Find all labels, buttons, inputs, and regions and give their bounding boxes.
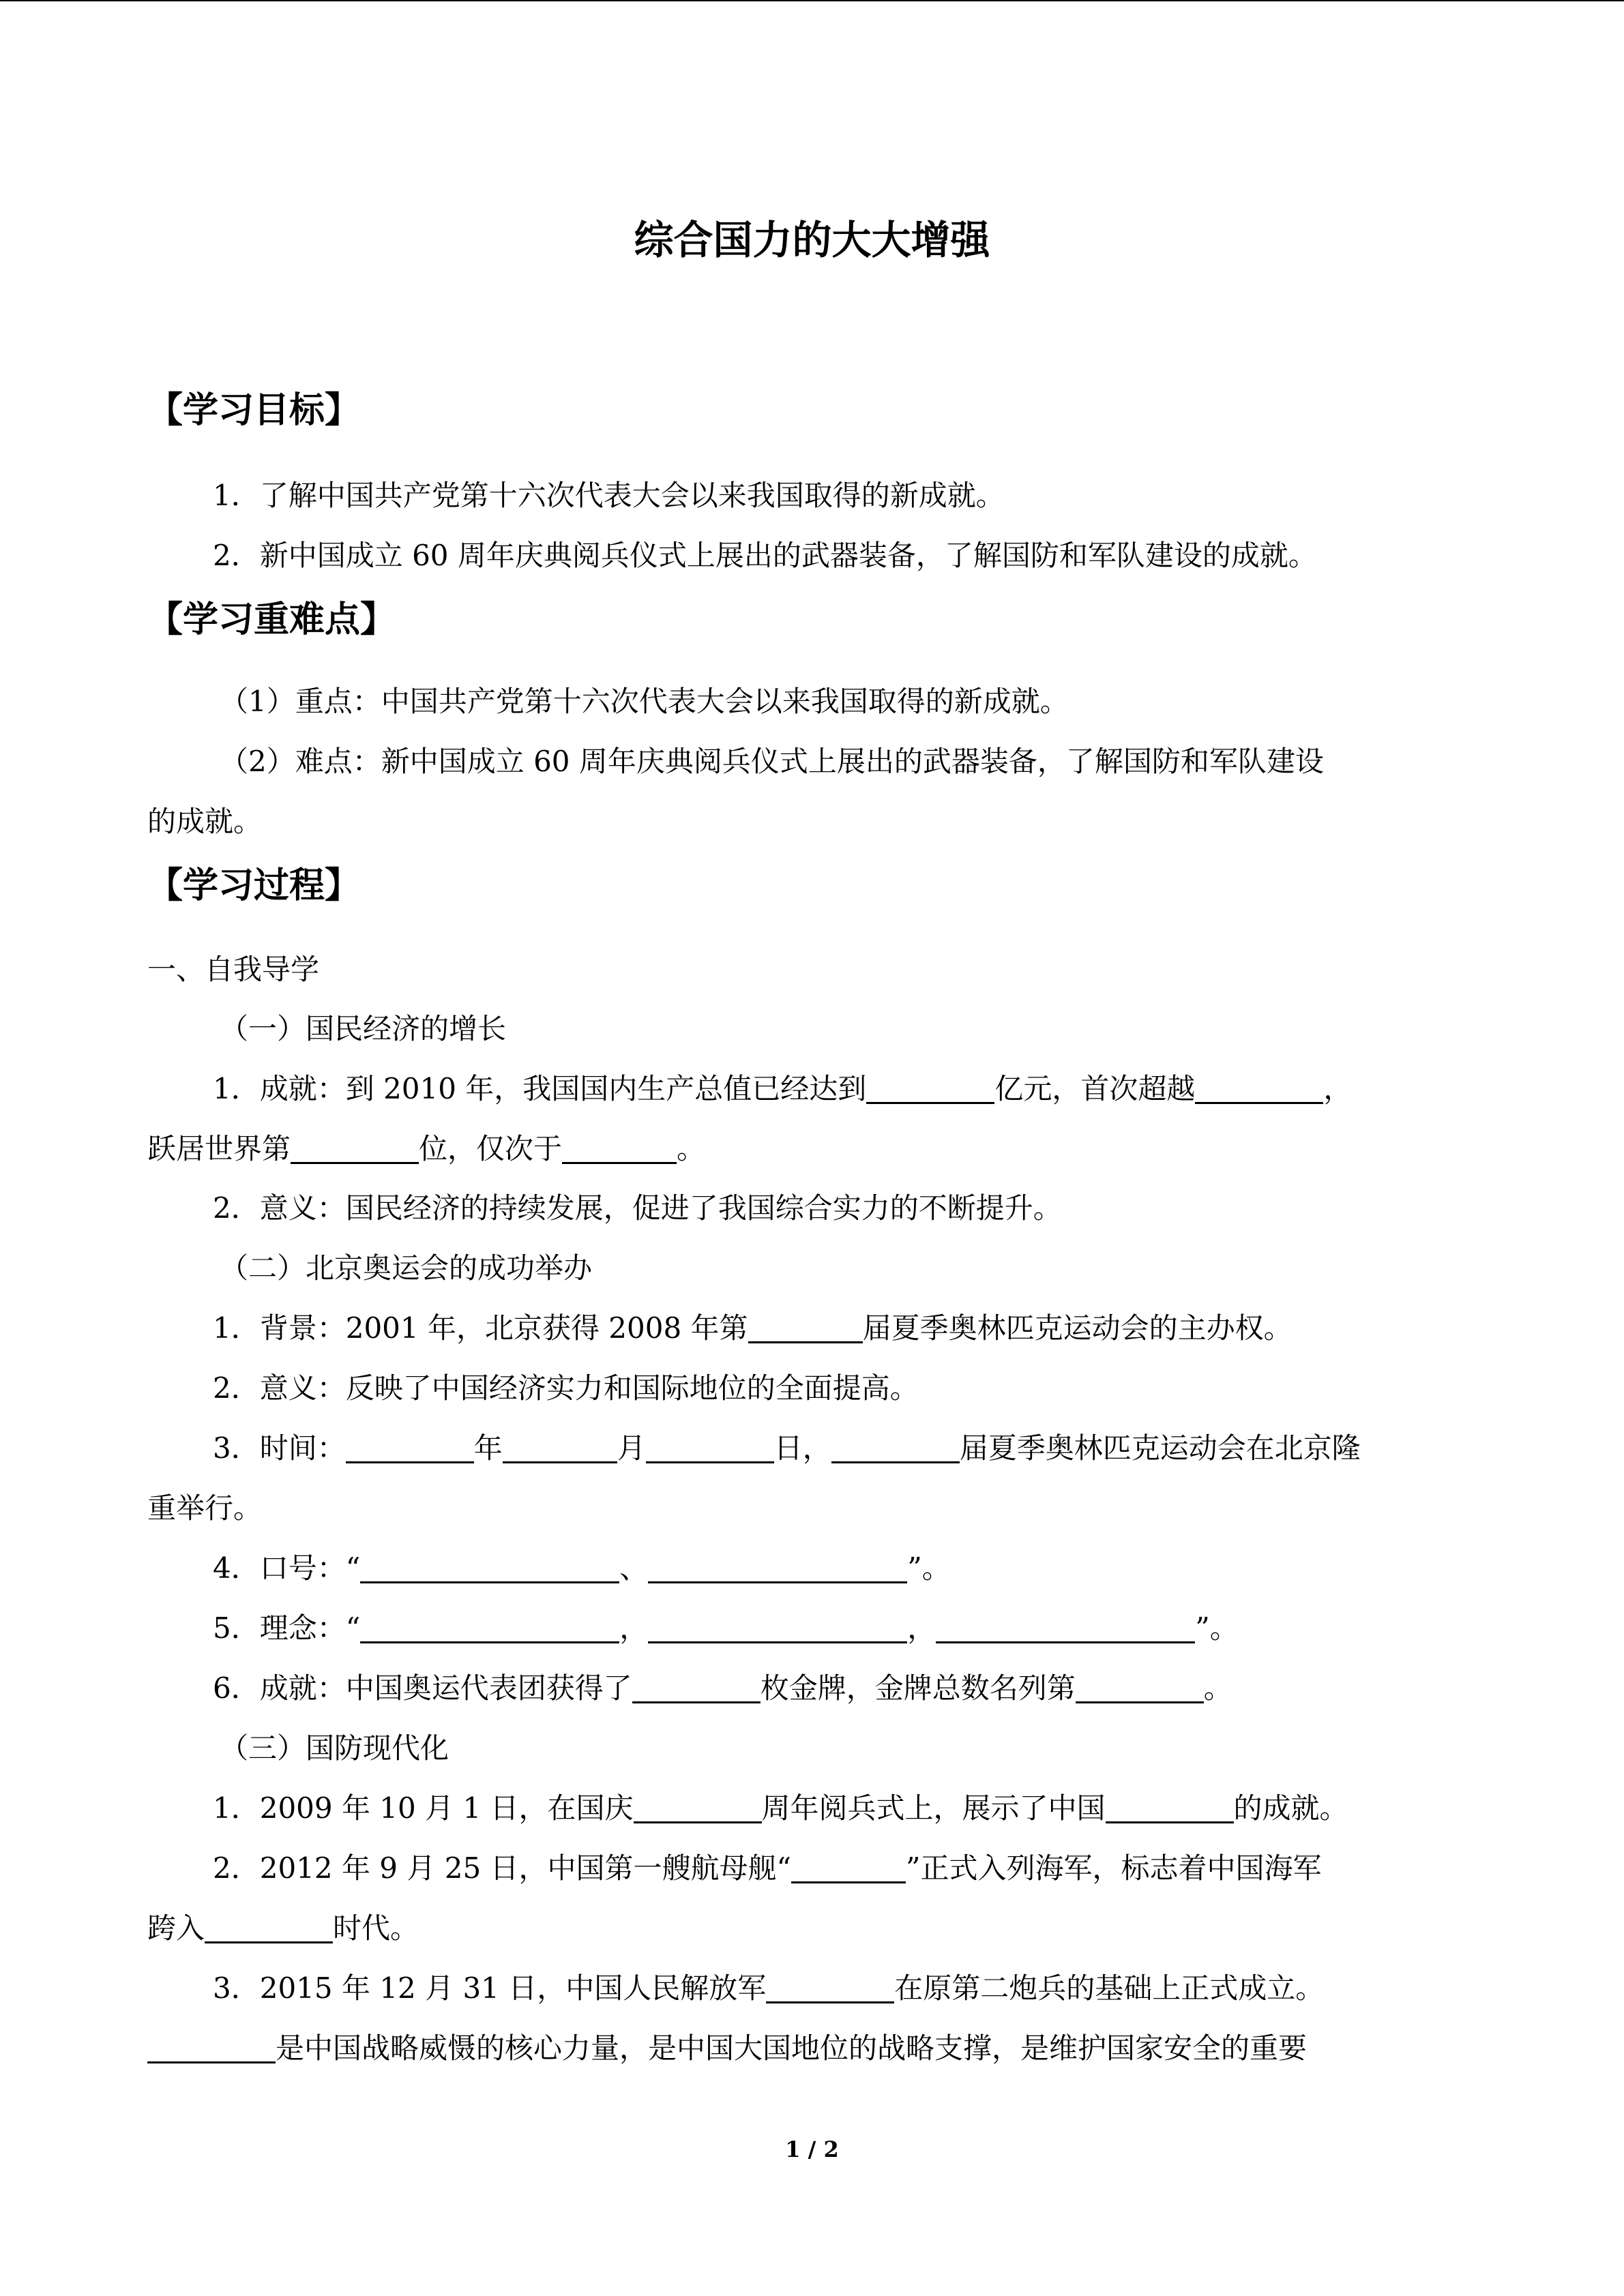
blank-gold-medals[interactable] bbox=[632, 1673, 761, 1703]
section-heading-key-points: 【学习重难点】 bbox=[147, 599, 396, 640]
defense-q3: 3．2015 年 12 月 31 日，中国人民解放军 在原第二炮兵的基础上正式成立。 bbox=[213, 1971, 1325, 2005]
blank-era[interactable] bbox=[205, 1913, 333, 1943]
economy-q2: 2．意义：国民经济的持续发展，促进了我国综合实力的不断提升。 bbox=[213, 1191, 1062, 1225]
difficult-point: （2）难点：新中国成立 60 周年庆典阅兵仪式上展出的武器装备，了解国防和军队建设 bbox=[220, 745, 1324, 778]
blank-year[interactable] bbox=[346, 1433, 474, 1463]
olympics-q6: 6．成就：中国奥运代表团获得了 枚金牌，金牌总数名列第 。 bbox=[213, 1671, 1232, 1705]
blank-month[interactable] bbox=[503, 1433, 617, 1463]
blank-concept-3[interactable] bbox=[936, 1613, 1195, 1643]
blank-olympiad-number[interactable] bbox=[748, 1313, 863, 1343]
objective-2: 2．新中国成立 60 周年庆典阅兵仪式上展出的武器装备，了解国防和军队建设的成就。 bbox=[213, 539, 1317, 572]
blank-slogan-2[interactable] bbox=[648, 1553, 907, 1583]
economy-q1-cont: 跃居世界第 位，仅次于 。 bbox=[147, 1132, 706, 1165]
section-heading-objectives: 【学习目标】 bbox=[147, 390, 361, 431]
blank-force-name-2[interactable] bbox=[147, 2033, 276, 2063]
olympics-q5: 5．理念：“ ， ， ”。 bbox=[213, 1611, 1239, 1645]
page-title: 综合国力的大大增强 bbox=[634, 217, 990, 263]
economy-q1: 1．成就：到 2010 年，我国国内生产总值已经达到 亿元，首次超越 ， bbox=[213, 1072, 1353, 1105]
olympics-q2: 2．意义：反映了中国经济实力和国际地位的全面提高。 bbox=[213, 1371, 919, 1405]
blank-achievement[interactable] bbox=[1106, 1793, 1234, 1823]
olympics-q3: 3．时间： 年 月 日， 届夏季奥林匹克运动会在北京隆 bbox=[213, 1431, 1361, 1465]
blank-surpassed-country[interactable] bbox=[1195, 1073, 1323, 1104]
blank-concept-1[interactable] bbox=[360, 1613, 619, 1643]
defense-q2: 2．2012 年 9 月 25 日，中国第一艘航母舰“ ”正式入列海军，标志着中国海军 bbox=[213, 1851, 1322, 1885]
section-heading-process: 【学习过程】 bbox=[147, 865, 361, 906]
blank-carrier-name[interactable] bbox=[791, 1853, 906, 1883]
heading-defense: （三）国防现代化 bbox=[220, 1731, 449, 1765]
heading-economy: （一）国民经济的增长 bbox=[220, 1012, 507, 1045]
blank-olympiad-number-2[interactable] bbox=[831, 1433, 960, 1463]
blank-concept-2[interactable] bbox=[648, 1613, 907, 1643]
blank-gdp-value[interactable] bbox=[866, 1073, 994, 1104]
olympics-q4: 4．口号：“ 、 ”。 bbox=[213, 1551, 951, 1585]
blank-world-rank[interactable] bbox=[291, 1133, 419, 1164]
defense-q2-cont: 跨入 时代。 bbox=[147, 1911, 419, 1945]
defense-q1: 1．2009 年 10 月 1 日，在国庆 周年阅兵式上，展示了中国 的成就。 bbox=[213, 1791, 1348, 1825]
blank-second-to[interactable] bbox=[562, 1133, 677, 1164]
blank-day[interactable] bbox=[646, 1433, 774, 1463]
difficult-point-cont: 的成就。 bbox=[147, 805, 263, 838]
olympics-q1: 1．背景：2001 年，北京获得 2008 年第 届夏季奥林匹克运动会的主办权。 bbox=[213, 1311, 1293, 1345]
key-point: （1）重点：中国共产党第十六次代表大会以来我国取得的新成就。 bbox=[220, 685, 1069, 718]
blank-medal-rank[interactable] bbox=[1076, 1673, 1204, 1703]
subsection-self-study: 一、自我导学 bbox=[147, 953, 320, 986]
olympics-q3-cont: 重举行。 bbox=[147, 1491, 263, 1525]
heading-olympics: （二）北京奥运会的成功举办 bbox=[220, 1251, 593, 1285]
page-number: 1 / 2 bbox=[785, 2136, 839, 2162]
defense-q3-cont: 是中国战略威慑的核心力量，是中国大国地位的战略支撑，是维护国家安全的重要 bbox=[147, 2028, 1481, 2069]
blank-anniversary[interactable] bbox=[634, 1793, 762, 1823]
objective-1: 1．了解中国共产党第十六次代表大会以来我国取得的新成就。 bbox=[213, 479, 1005, 512]
blank-force-name[interactable] bbox=[766, 1973, 894, 2003]
blank-slogan-1[interactable] bbox=[360, 1553, 619, 1583]
